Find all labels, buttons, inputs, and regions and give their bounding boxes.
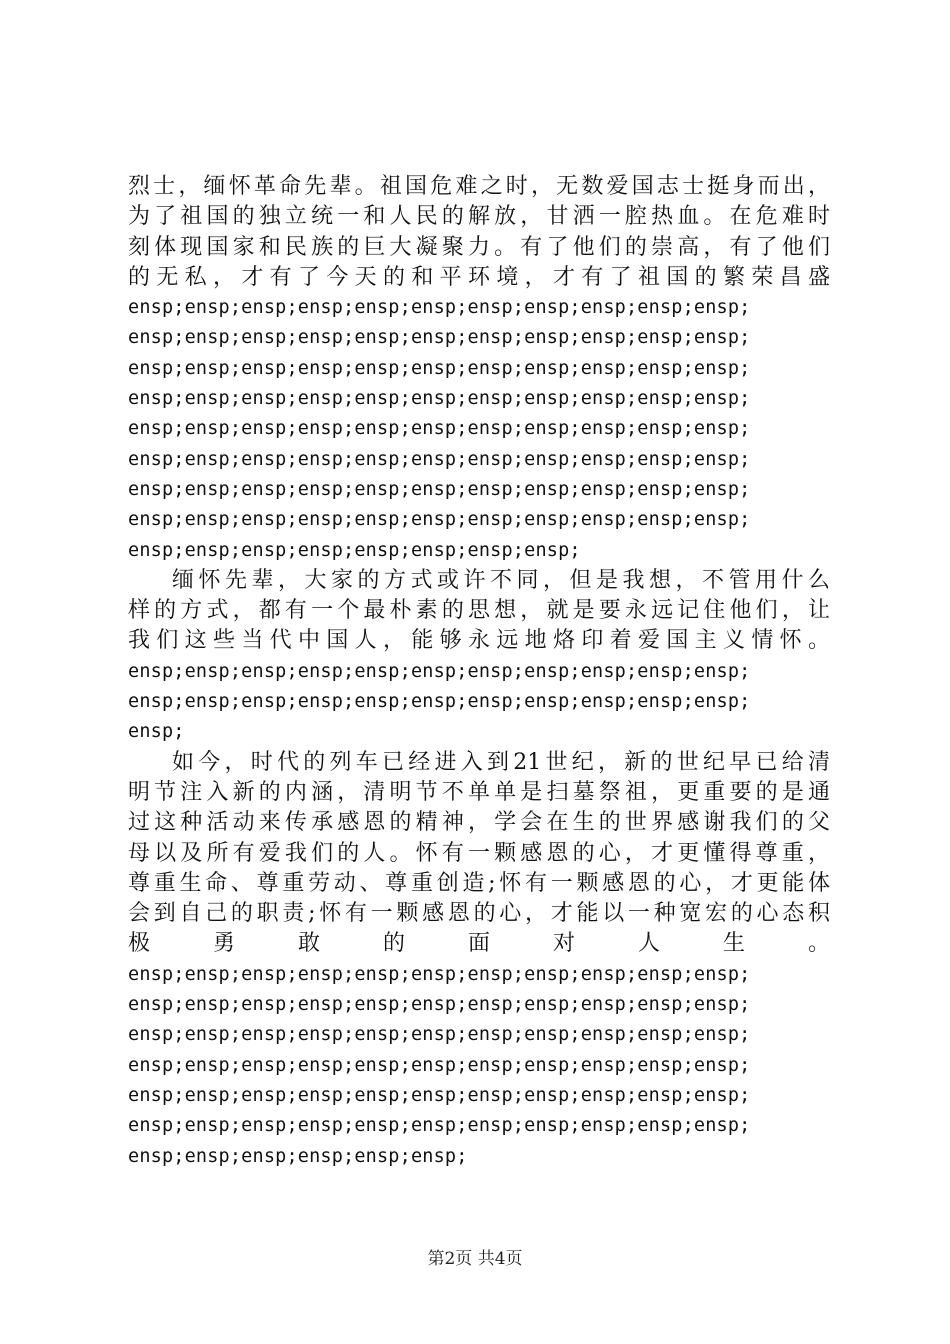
- ensp-filler-line: ensp;ensp;ensp;ensp;ensp;ensp;ensp;ensp;ensp;ensp;ensp;: [128, 297, 751, 319]
- text-line: 如今，时代的列车已经进入到21世纪，新的世纪早已给清: [172, 749, 830, 775]
- page-number-label: 第2页 共4页: [427, 1249, 523, 1269]
- ensp-filler-line: ensp;ensp;ensp;ensp;ensp;ensp;ensp;ensp;ensp;ensp;ensp;: [128, 963, 751, 985]
- text-line: 尊重生命、尊重劳动、尊重创造;怀有一颗感恩的心，才更能体: [128, 870, 830, 896]
- text-line: 母以及所有爱我们的人。怀有一颗感恩的心，才更懂得尊重，: [128, 840, 830, 866]
- page-footer: [0, 1244, 950, 1269]
- text-line: 过这种活动来传承感恩的精神，学会在生的世界感谢我们的父: [128, 810, 830, 836]
- ensp-filler-line: ensp;ensp;ensp;ensp;ensp;ensp;ensp;ensp;ensp;ensp;ensp;: [128, 418, 751, 440]
- text-line: 会到自己的职责;怀有一颗感恩的心，才能以一种宽宏的心态积: [128, 901, 830, 927]
- ensp-filler-line: ensp;ensp;ensp;ensp;ensp;ensp;ensp;ensp;ensp;ensp;ensp;: [128, 691, 751, 713]
- ensp-filler-line: ensp;ensp;ensp;ensp;ensp;ensp;ensp;ensp;ensp;ensp;ensp;: [128, 509, 751, 531]
- ensp-filler-line: ensp;ensp;ensp;ensp;ensp;ensp;ensp;ensp;ensp;ensp;ensp;: [128, 448, 751, 470]
- ensp-filler-line: ensp;ensp;ensp;ensp;ensp;ensp;ensp;ensp;ensp;ensp;ensp;: [128, 1024, 751, 1046]
- text-line: 极勇敢的面对人生。: [128, 931, 830, 957]
- text-line: 我们这些当代中国人，能够永远地烙印着爱国主义情怀。: [128, 628, 830, 654]
- ensp-filler-line: ensp;ensp;ensp;ensp;ensp;ensp;ensp;ensp;ensp;ensp;ensp;: [128, 327, 751, 349]
- ensp-filler-line: ensp;ensp;ensp;ensp;ensp;ensp;: [128, 1145, 468, 1167]
- ensp-filler-line: ensp;ensp;ensp;ensp;ensp;ensp;ensp;ensp;ensp;ensp;ensp;: [128, 1054, 751, 1076]
- text-line: 缅怀先辈，大家的方式或许不同，但是我想，不管用什么: [172, 567, 830, 593]
- text-line: 刻体现国家和民族的巨大凝聚力。有了他们的崇高，有了他们: [128, 234, 830, 260]
- text-line: 明节注入新的内涵，清明节不单单是扫墓祭祖，更重要的是通: [128, 779, 830, 805]
- ensp-filler-line: ensp;ensp;ensp;ensp;ensp;ensp;ensp;ensp;ensp;ensp;ensp;: [128, 1084, 751, 1106]
- text-line: 烈士，缅怀革命先辈。祖国危难之时，无数爱国志士挺身而出，: [128, 174, 830, 199]
- ensp-filler-line: ensp;ensp;ensp;ensp;ensp;ensp;ensp;ensp;ensp;ensp;ensp;: [128, 994, 751, 1016]
- text-line: 的无私，才有了今天的和平环境，才有了祖国的繁荣昌盛: [128, 264, 830, 290]
- ensp-filler-line: ensp;ensp;ensp;ensp;ensp;ensp;ensp;ensp;ensp;ensp;ensp;: [128, 1115, 751, 1137]
- document-body: [128, 172, 830, 1172]
- ensp-filler-line: ensp;ensp;ensp;ensp;ensp;ensp;ensp;ensp;: [128, 539, 581, 561]
- ensp-filler-line: ensp;: [128, 721, 185, 743]
- text-line: 样的方式，都有一个最朴素的思想，就是要永远记住他们，让: [128, 598, 830, 624]
- ensp-filler-line: ensp;ensp;ensp;ensp;ensp;ensp;ensp;ensp;ensp;ensp;ensp;: [128, 357, 751, 379]
- text-line: 为了祖国的独立统一和人民的解放，甘洒一腔热血。在危难时: [128, 204, 830, 230]
- ensp-filler-line: ensp;ensp;ensp;ensp;ensp;ensp;ensp;ensp;ensp;ensp;ensp;: [128, 478, 751, 500]
- ensp-filler-line: ensp;ensp;ensp;ensp;ensp;ensp;ensp;ensp;ensp;ensp;ensp;: [128, 388, 751, 410]
- ensp-filler-line: ensp;ensp;ensp;ensp;ensp;ensp;ensp;ensp;ensp;ensp;ensp;: [128, 660, 751, 682]
